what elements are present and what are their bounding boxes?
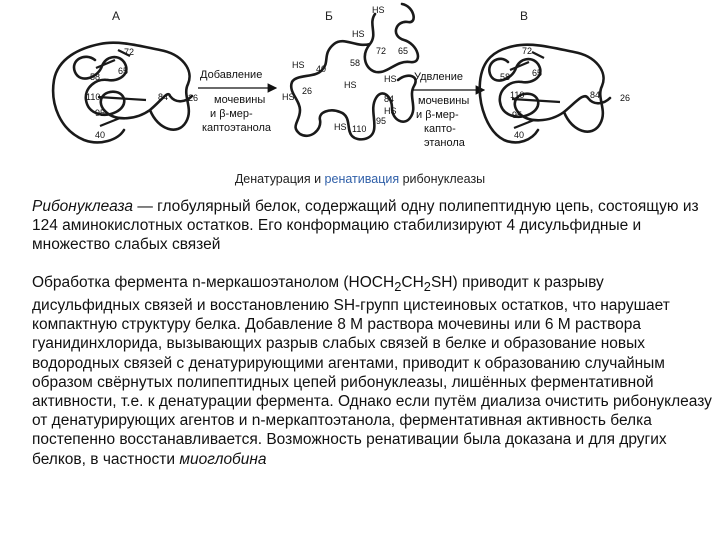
caption-part: рибонуклеазы [399, 172, 486, 186]
residue-label: 26 [188, 93, 199, 103]
residue-label: 72 [522, 46, 533, 56]
residue-label: 95 [376, 116, 387, 126]
residue-label: 110 [86, 92, 101, 102]
term-myoglobin: миоглобина [179, 450, 267, 468]
residue-label: 84 [590, 90, 601, 100]
residue-label: 40 [95, 130, 106, 140]
residue-label: 58 [350, 58, 361, 68]
paragraph-text: SН) приводит к разрыву дисульфидных связей и восстановлению SН-групп цистеиновых остатков, что нарушает компактную структуру белка. Добавление 8 М раствора мочевины или 6 М раствора гуанидинхлорида, вызывающих разрыв слабых связей в белке и образование новых водородных связей с денатурирующими агентами, приводит к образованию случайным образом свёрнутых полипептидных цепей рибонуклеазы, лишённых ферментативной активности, т.е. к денатурации фермента. Однако если путём диализа очистить рибонуклеазу от денатурирующих агентов и n-меркаптоэтанола, ферментативная активность белка постепенно восстанавливается. Возможность ренативации была доказана и для других белков, в частности [32, 273, 712, 468]
step1-line: каптоэтанола [202, 122, 272, 134]
residue-label: 65 [532, 68, 543, 78]
residue-label: HS [372, 5, 385, 15]
residue-label: 95 [95, 108, 106, 118]
residue-label: 40 [316, 64, 327, 74]
residue-label: 65 [398, 46, 409, 56]
denaturation-figure [0, 0, 720, 170]
figure-caption [0, 172, 720, 186]
panel-label-a: А [112, 9, 121, 23]
step2-line: этанола [424, 137, 465, 149]
residue-label: HS [282, 92, 295, 102]
renatured-protein-c [480, 45, 630, 143]
residue-label: 40 [514, 130, 525, 140]
residue-label: HS [334, 122, 347, 132]
residue-label: 72 [376, 46, 387, 56]
residue-label: 26 [302, 86, 313, 96]
step2-line: мочевины [418, 95, 470, 107]
residue-label: 58 [90, 72, 101, 82]
step1-line: и β-мер- [210, 108, 253, 120]
residue-label: HS [384, 106, 397, 116]
panel-label-c: В [520, 9, 529, 23]
denatured-protein-b [282, 4, 418, 139]
residue-label: 58 [500, 72, 511, 82]
step2-line: и β-мер- [416, 109, 459, 121]
residue-label: 65 [118, 66, 129, 76]
body-text [32, 197, 714, 469]
residue-label: HS [384, 74, 397, 84]
paragraph-text: Обработка фермента n-меркашоэтанолом (НОСН [32, 273, 395, 291]
native-protein-a [53, 43, 198, 143]
step2-line: капто- [424, 123, 456, 135]
residue-label: HS [352, 29, 365, 39]
term-ribonuclease: Рибонуклеаза [32, 198, 134, 215]
residue-label: HS [344, 80, 357, 90]
subscript: 2 [423, 278, 431, 294]
residue-label: HS [292, 60, 305, 70]
residue-label: 110 [352, 124, 367, 134]
paragraph-text: — глобулярный белок, содержащий одну полипептидную цепь, состоящую из 124 аминокислотных остатков. Его конформацию стабилизируют 4 дисульфидные и множество слабых связей [32, 198, 699, 254]
step1-line: Добавление [200, 69, 263, 81]
residue-label: 95 [512, 110, 523, 120]
paragraph-treatment [32, 273, 714, 469]
step1-line: мочевины [214, 94, 266, 106]
step2-line: Удвление [414, 71, 464, 83]
residue-label: 72 [124, 47, 135, 57]
residue-label: 84 [158, 92, 169, 102]
caption-part: Денатурация и [234, 172, 325, 186]
panel-label-b: Б [325, 9, 333, 23]
subscript: 2 [394, 278, 402, 294]
caption-highlight: ренативация [324, 172, 400, 186]
paragraph-text: СН [401, 273, 424, 291]
paragraph-definition [32, 197, 714, 255]
residue-label: 84 [384, 94, 395, 104]
residue-label: 26 [620, 93, 631, 103]
residue-label: 110 [510, 90, 525, 100]
